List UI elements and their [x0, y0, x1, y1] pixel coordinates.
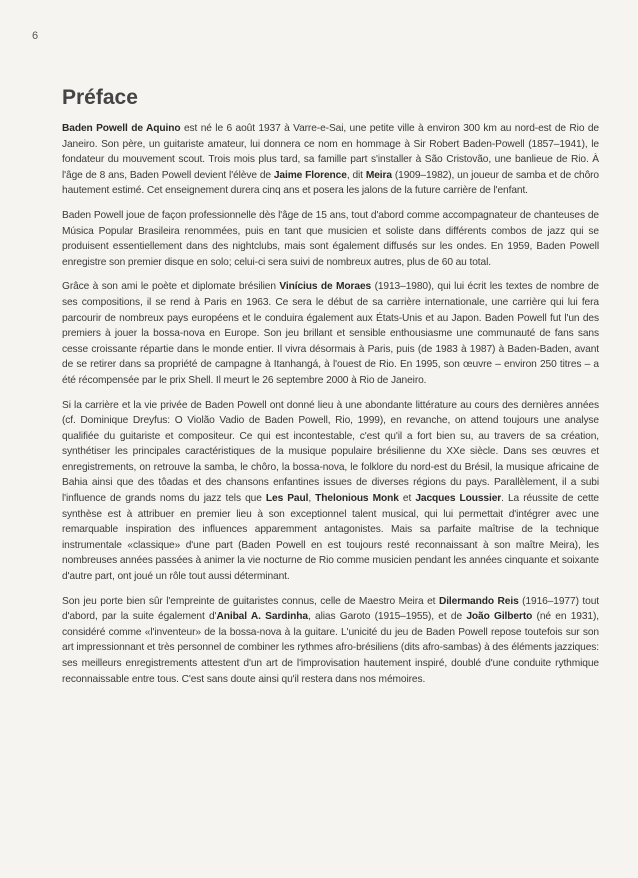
text-run: , — [308, 493, 316, 505]
text-run: . La réussite de cette synthèse est à attribuer en premier lieu à son exceptionnel talent musical, qui lui permettait d'intégrer avec une remarquable inspiration des influences apparemment antagonistes. Mais sa parfaite maîtrise de la technique instrumentale «classique» d'une part (Baden Powell en est toujours resté reconnaissant à son maître Meira), les nombreuses années passées à animer la vie nocturne de Rio comme musicien pendant les années cinquante et soixante d'autre part, ont joué un rôle tout aussi déterminant. — [62, 493, 599, 583]
bold-name: Baden Powell de Aquino — [62, 123, 181, 134]
bold-name: Vinícius de Moraes — [279, 281, 372, 293]
paragraph — [62, 208, 599, 270]
text-run: (1916–1977) tout d'abord, par la suite également d' — [62, 595, 599, 623]
text-run: Son jeu porte bien sûr l'empreinte de guitaristes connus, celle de Maestro Meira et — [62, 595, 439, 607]
text-run: , alias Garoto (1915–1955), et de — [307, 611, 467, 623]
bold-name: Dilermando Reis — [438, 595, 519, 607]
text-run: (né en 1931), considéré comme «l'inventeur» de la bossa-nova à la guitare. L'unicité du jeu de Baden Powell repose toutefois sur son art impressionnant et très personnel de combiner les rythmes afro-brésiliens (dits afro-sambas) à des éléments jazziques: ses meilleurs enregistrements attestent d'un art de l'improvisation hautement inspiré, doublé d'une conduite rythmique reconnaissable entre tous. C'est sans doute ainsi qu'il restera dans nos mémoires. — [62, 611, 599, 685]
text-run: est né le 6 août 1937 à Varre-e-Sai, une petite ville à environ 300 km au nord-est de Rio de Janeiro. Son père, un guitariste amateur, lui donnera ce nom en hommage à Sir Robert Baden-Powell (1857–1941), le fondateur du mouvement scout. Trois mois plus tard, sa famille part s'installer à São Cristovão, une banlieue de Rio. À l'âge de 8 ans, Baden Powell devient l'élève de — [62, 123, 599, 181]
body-text — [62, 121, 599, 696]
bold-name: Jacques Loussier — [415, 493, 502, 505]
bold-name: Jaime Florence — [273, 169, 347, 181]
page-title: Préface — [62, 86, 138, 109]
bold-name: Les Paul — [265, 493, 309, 505]
text-run: , dit — [346, 169, 366, 181]
bold-name: João Gilberto — [466, 611, 533, 623]
bold-name: Anibal A. Sardinha — [216, 611, 308, 623]
paragraph — [62, 279, 599, 388]
paragraph — [62, 121, 599, 199]
text-run: Grâce à son ami le poète et diplomate brésilien — [62, 281, 280, 293]
paragraph — [62, 594, 599, 688]
text-run: Si la carrière et la vie privée de Baden Powell ont donné lieu à une abondante littérature au cours des dernières années (cf. Dominique Dreyfus: O Violão Vadio de Baden Powell, Rio, 1999), en revanche, on attend toujours une analyse qualifiée du guitariste et compositeur. Ce qui est incontestable, c'est qu'il a fort bien su, au travers de sa création, synthétiser les principales caractéristiques de la musique populaire brésilienne du XXe siècle. Dans ses œuvres et enregistrements, on retrouve la samba, le chôro, la bossa-nova, le folklore du nord-est du Brésil, la musique africaine de Bahia ainsi que des tôadas et des chansons enfantines issues de diverses régions du pays. Parallèlement, il a subi l'influence de grands noms du jazz tels que — [62, 399, 599, 505]
bold-name: Meira — [365, 169, 392, 181]
paragraph — [62, 398, 599, 585]
text-run: (1913–1980), qui lui écrit les textes de nombre de ses compositions, il se rend à Paris en 1963. Ce sera le début de sa carrière internationale, une carrière qui lui fera parcourir de nombreux pays européens et le conduira également aux États-Unis et au Japon. Baden Powell fut l'un des premiers à jouer la bossa-nova en Europe. Son jeu brillant et sensible enthousiasme une communauté de fans sans cesse croissante répartie dans le monde entier. Il vivra désormais à Paris, puis (de 1983 à 1987) à Baden-Baden, avant de se retirer dans sa propriété de campagne à Itanhangá, à l'ouest de Rio. En 1995, son œuvre – environ 250 titres – a été récompensée par le prix Shell. Il meurt le 26 septembre 2000 à Rio de Janeiro. — [62, 281, 599, 386]
text-run: (1909–1982), un joueur de samba et de chôro hautement estimé. Cet enseignement durera cinq ans et posera les jalons de la future carrière de l'enfant. — [62, 169, 599, 197]
page-number: 6 — [32, 30, 39, 42]
text-run: Baden Powell joue de façon professionnelle dès l'âge de 15 ans, tout d'abord comme accompagnateur de chanteuses de Música Popular Brasileira renommées, puis en tant que musicien et soliste dans différents combos de jazz qui se produisent essentiellement dans des nightclubs, mais sont également diffusés sur les ondes. En 1959, Baden Powell enregistre son premier disque en solo; celui-ci sera suivi de nombreux autres, plus de 60 au total. — [62, 209, 599, 268]
bold-name: Thelonious Monk — [315, 493, 399, 505]
text-run: et — [398, 493, 416, 505]
